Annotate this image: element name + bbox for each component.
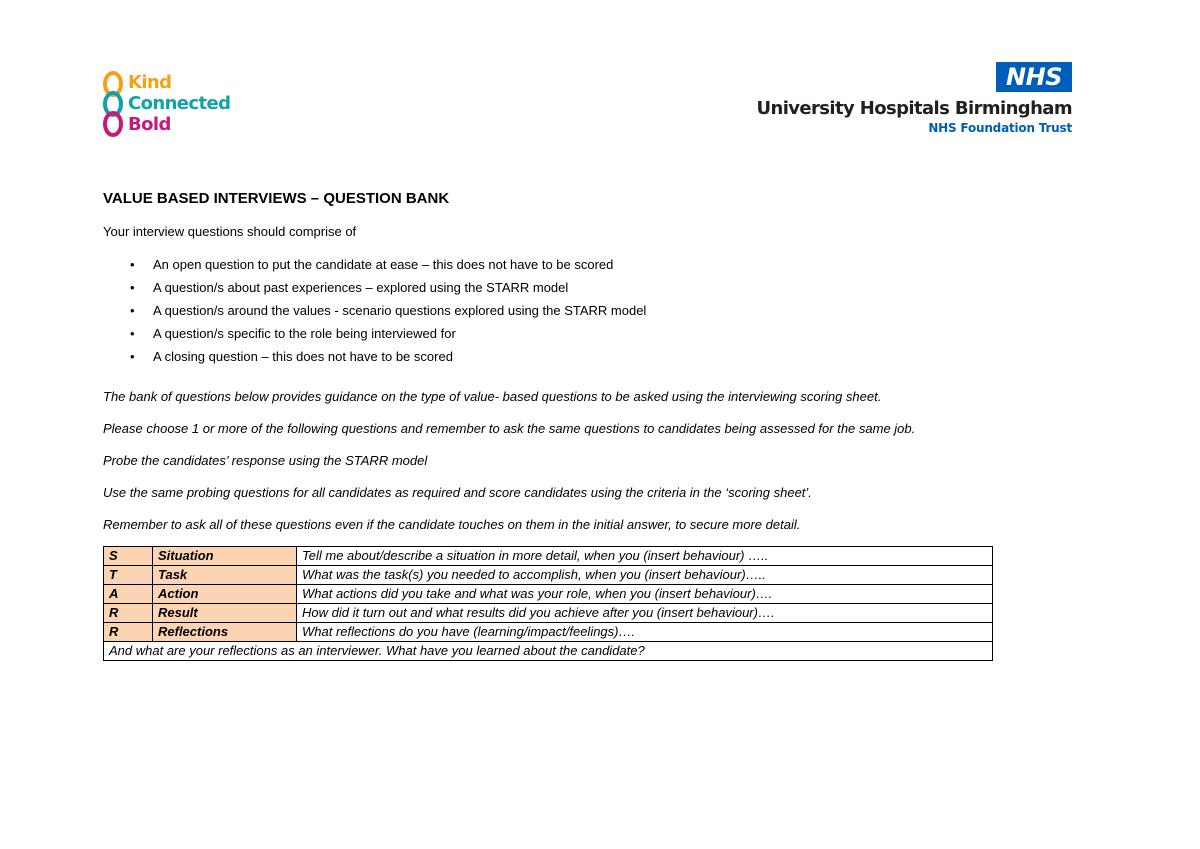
starr-step: Situation — [153, 547, 297, 566]
bullet-icon: • — [130, 349, 135, 364]
starr-prompt: Tell me about/describe a situation in more detail, when you (insert behaviour) ….. — [297, 547, 993, 566]
question-type-list — [103, 256, 1003, 371]
starr-letter: R — [104, 623, 153, 642]
logo-word-connected: Connected — [128, 93, 231, 114]
logo-word-bold: Bold — [128, 114, 171, 135]
bullet-icon: • — [130, 280, 135, 295]
starr-letter: S — [104, 547, 153, 566]
starr-prompt: What actions did you take and what was your role, when you (insert behaviour)…. — [297, 585, 993, 604]
guidance-paragraph: Remember to ask all of these questions even if the candidate touches on them in the initial answer, to secure more detail. — [103, 517, 801, 532]
list-item: • A question/s specific to the role being interviewed for — [130, 326, 456, 341]
starr-step: Task — [153, 566, 297, 585]
guidance-paragraph: Use the same probing questions for all candidates as required and score candidates using the criteria in the ‘scoring sheet’. — [103, 485, 812, 500]
guidance-paragraph: The bank of questions below provides guidance on the type of value- based questions to be asked using the interviewing scoring sheet. — [103, 389, 882, 404]
starr-prompt: How did it turn out and what results did you achieve after you (insert behaviour)…. — [297, 604, 993, 623]
starr-letter: T — [104, 566, 153, 585]
intro-text: Your interview questions should comprise of — [103, 224, 357, 239]
nhs-logo: NHS — [996, 62, 1072, 92]
kind-connected-bold-logo — [100, 70, 250, 138]
linked-rings-icon — [100, 70, 130, 138]
starr-step: Action — [153, 585, 297, 604]
list-item: • An open question to put the candidate at ease – this does not have to be scored — [130, 257, 614, 272]
table-row — [104, 585, 993, 604]
table-row — [104, 642, 993, 661]
starr-prompt: What was the task(s) you needed to accomplish, when you (insert behaviour)….. — [297, 566, 993, 585]
starr-prompt: What reflections do you have (learning/impact/feelings)…. — [297, 623, 993, 642]
guidance-paragraph: Please choose 1 or more of the following questions and remember to ask the same questions to candidates being assessed for the same job. — [103, 421, 916, 436]
document-body — [103, 190, 1003, 661]
list-item: • A question/s around the values - scenario questions explored using the STARR model — [130, 303, 647, 318]
starr-letter: A — [104, 585, 153, 604]
bullet-icon: • — [130, 326, 135, 341]
guidance-paragraph: Probe the candidates’ response using the STARR model — [103, 453, 428, 468]
interviewer-reflection-prompt: And what are your reflections as an interviewer. What have you learned about the candidate? — [104, 642, 993, 661]
starr-model-table — [103, 546, 993, 661]
table-row — [104, 547, 993, 566]
table-row — [104, 566, 993, 585]
logo-word-kind: Kind — [128, 72, 172, 93]
starr-letter: R — [104, 604, 153, 623]
bullet-icon: • — [130, 303, 135, 318]
trust-subtitle: NHS Foundation Trust — [928, 121, 1072, 135]
bullet-icon: • — [130, 257, 135, 272]
page-title: VALUE BASED INTERVIEWS – QUESTION BANK — [103, 190, 450, 207]
trust-name: University Hospitals Birmingham — [756, 98, 1072, 119]
list-item: • A question/s about past experiences – explored using the STARR model — [130, 280, 569, 295]
list-item: • A closing question – this does not have to be scored — [130, 349, 453, 364]
starr-step: Result — [153, 604, 297, 623]
table-row — [104, 623, 993, 642]
starr-step: Reflections — [153, 623, 297, 642]
table-row — [104, 604, 993, 623]
